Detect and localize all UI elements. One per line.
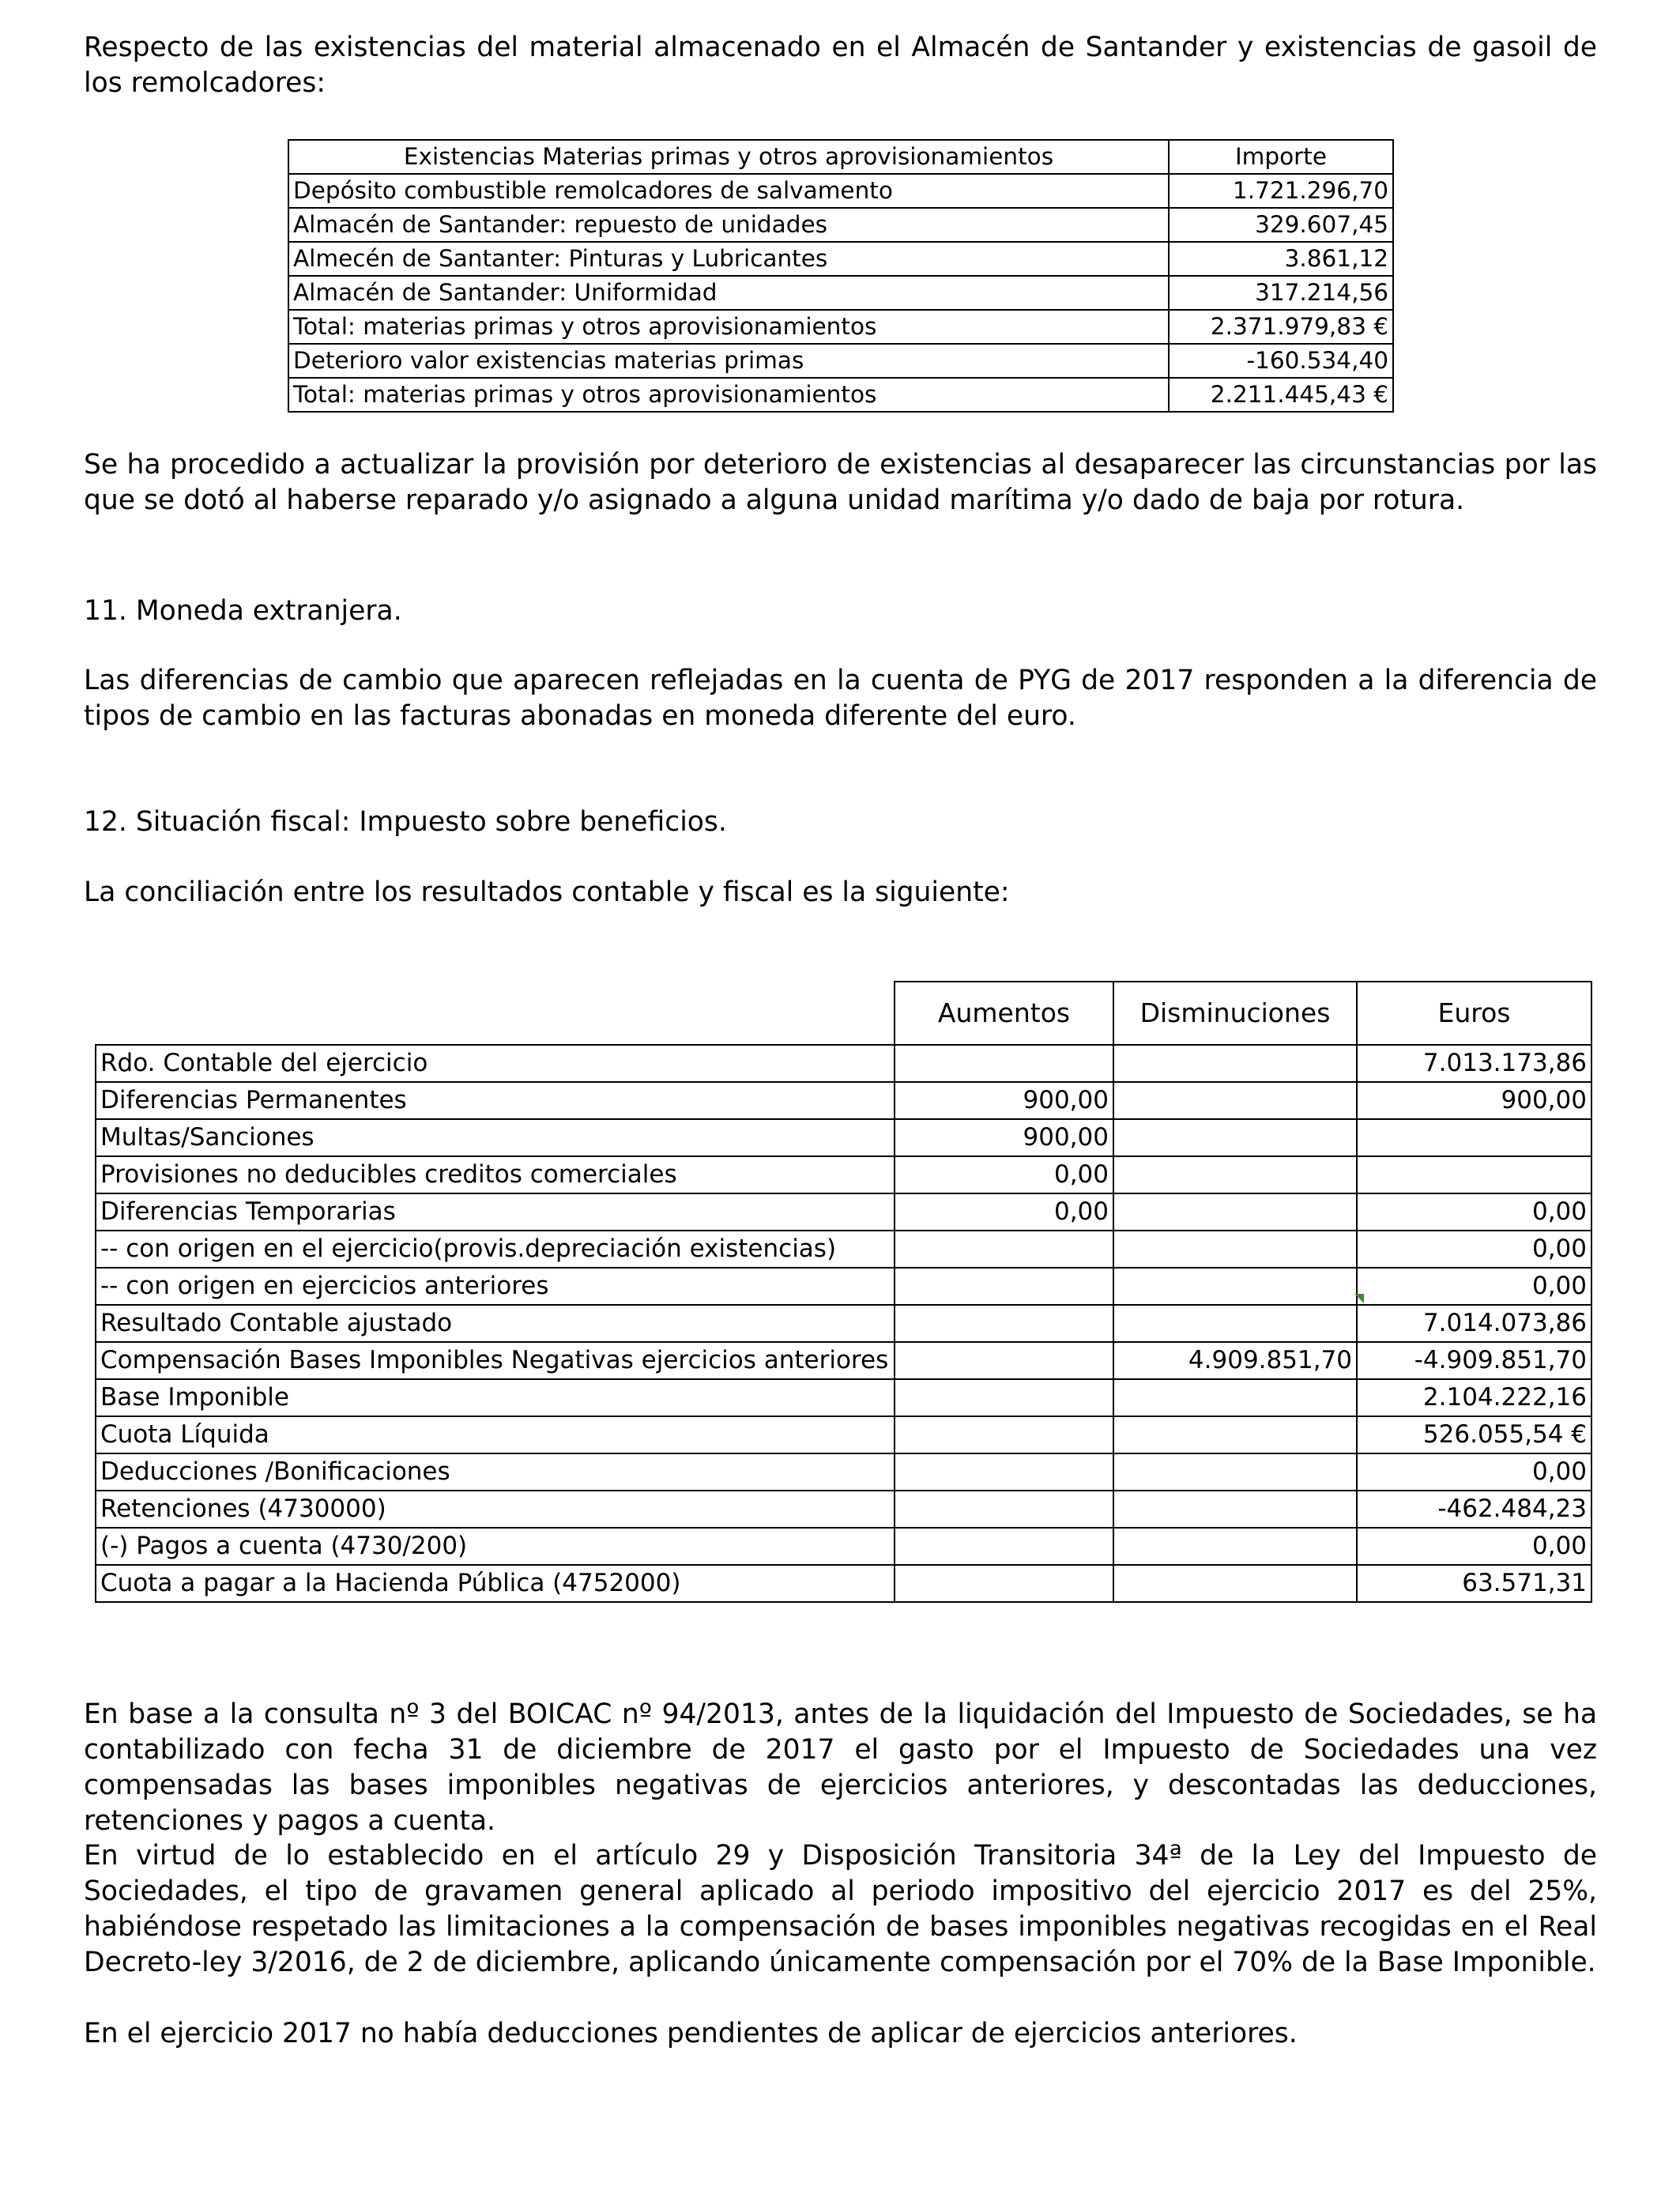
row-amount: 2.371.979,83 € — [1169, 310, 1393, 344]
row-disminuciones — [1113, 1453, 1357, 1491]
row-disminuciones: 4.909.851,70 — [1113, 1342, 1357, 1379]
header-existencias: Existencias Materias primas y otros aprovisionamientos — [288, 140, 1169, 174]
row-label: Diferencias Temporarias — [96, 1193, 895, 1231]
table-row — [96, 1119, 1591, 1156]
row-label: -- con origen en el ejercicio(provis.depreciación existencias) — [96, 1231, 895, 1268]
table-row — [96, 1305, 1591, 1342]
header-importe: Importe — [1169, 140, 1393, 174]
table-row — [96, 1231, 1591, 1268]
row-disminuciones — [1113, 1565, 1357, 1602]
row-euros: 0,00 — [1357, 1193, 1591, 1231]
intro-paragraph: Respecto de las existencias del material almacenado en el Almacén de Santander y existencias de gasoil de los remolcadores: — [84, 32, 1597, 99]
table-row — [288, 378, 1393, 412]
existencias-table — [288, 139, 1394, 413]
row-aumentos — [895, 1416, 1113, 1453]
row-aumentos: 0,00 — [895, 1193, 1113, 1231]
row-aumentos: 900,00 — [895, 1119, 1113, 1156]
conciliacion-table — [95, 981, 1592, 1603]
row-amount: 329.607,45 — [1169, 208, 1393, 242]
cell-comment-indicator-icon — [1354, 1294, 1364, 1303]
row-euros — [1357, 1119, 1591, 1156]
table-row — [288, 310, 1393, 344]
row-disminuciones — [1113, 1231, 1357, 1268]
section-12-title: 12. Situación fiscal: Impuesto sobre beneficios. — [84, 806, 727, 838]
row-aumentos — [895, 1528, 1113, 1565]
row-euros: 0,00 — [1357, 1268, 1591, 1305]
row-label: Total: materias primas y otros aprovisionamientos — [288, 378, 1169, 412]
row-amount: 317.214,56 — [1169, 276, 1393, 310]
section-12-intro: La conciliación entre los resultados contable y fiscal es la siguiente: — [84, 876, 1010, 908]
row-aumentos — [895, 1453, 1113, 1491]
row-label: Resultado Contable ajustado — [96, 1305, 895, 1342]
table-row — [96, 1379, 1591, 1416]
row-disminuciones — [1113, 1528, 1357, 1565]
table-row — [96, 1045, 1591, 1082]
row-euros: 0,00 — [1357, 1528, 1591, 1565]
row-euros: 7.014.073,86 — [1357, 1305, 1591, 1342]
table-row — [288, 208, 1393, 242]
row-euros: -4.909.851,70 — [1357, 1342, 1591, 1379]
row-disminuciones — [1113, 1193, 1357, 1231]
row-aumentos — [895, 1342, 1113, 1379]
row-label: (-) Pagos a cuenta (4730/200) — [96, 1528, 895, 1565]
row-label: Cuota Líquida — [96, 1416, 895, 1453]
row-euros: 0,00 — [1357, 1231, 1591, 1268]
deducciones-paragraph: En el ejercicio 2017 no había deducciones pendientes de aplicar de ejercicios anteriores. — [84, 2018, 1298, 2049]
row-label: Compensación Bases Imponibles Negativas ejercicios anteriores — [96, 1342, 895, 1379]
row-aumentos — [895, 1565, 1113, 1602]
boicac-paragraph: En base a la consulta nº 3 del BOICAC nº 94/2013, antes de la liquidación del Impuesto de Sociedades, se ha contabilizado con fecha 31 de diciembre de 2017 el gasto por el Impuesto de Sociedades una vez compensadas las bases imponibles negativas de ejercicios anteriores, y descontadas las deducciones, retenciones y pagos a cuenta. — [84, 1698, 1597, 1837]
articulo-paragraph: En virtud de lo establecido en el artículo 29 y Disposición Transitoria 34ª de la Ley del Impuesto de Sociedades, el tipo de gravamen general aplicado al periodo impositivo del ejercicio 2017 es del 25%, habiéndose respetado las limitaciones a la compensación de bases imponibles negativas recogidas en el Real Decreto-ley 3/2016, de 2 de diciembre, aplicando únicamente compensación por el 70% de la Base Imponible. — [84, 1840, 1597, 1978]
table-row — [96, 1491, 1591, 1528]
row-euros — [1357, 1156, 1591, 1193]
row-euros: 2.104.222,16 — [1357, 1379, 1591, 1416]
table-row — [96, 1453, 1591, 1491]
row-amount: 2.211.445,43 € — [1169, 378, 1393, 412]
row-disminuciones — [1113, 1416, 1357, 1453]
row-aumentos — [895, 1379, 1113, 1416]
table-row — [288, 344, 1393, 378]
row-label: Almacén de Santander: repuesto de unidades — [288, 208, 1169, 242]
provision-paragraph: Se ha procedido a actualizar la provisión por deterioro de existencias al desaparecer las circunstancias por las que se dotó al haberse reparado y/o asignado a alguna unidad marítima y/o dado de baja por rotura. — [84, 449, 1597, 516]
row-euros: 900,00 — [1357, 1082, 1591, 1119]
row-euros: 0,00 — [1357, 1453, 1591, 1491]
row-aumentos — [895, 1045, 1113, 1082]
row-aumentos: 0,00 — [895, 1156, 1113, 1193]
row-label: Depósito combustible remolcadores de salvamento — [288, 174, 1169, 208]
row-amount: -160.534,40 — [1169, 344, 1393, 378]
row-label: Diferencias Permanentes — [96, 1082, 895, 1119]
row-label: Almacén de Santander: Uniformidad — [288, 276, 1169, 310]
table-row — [96, 1156, 1591, 1193]
row-label: Rdo. Contable del ejercicio — [96, 1045, 895, 1082]
row-euros: 7.013.173,86 — [1357, 1045, 1591, 1082]
row-label: Cuota a pagar a la Hacienda Pública (4752000) — [96, 1565, 895, 1602]
table-row — [96, 1416, 1591, 1453]
row-aumentos — [895, 1305, 1113, 1342]
row-amount: 1.721.296,70 — [1169, 174, 1393, 208]
row-label: Deducciones /Bonificaciones — [96, 1453, 895, 1491]
row-aumentos — [895, 1491, 1113, 1528]
row-disminuciones — [1113, 1268, 1357, 1305]
table-header-row — [96, 982, 1591, 1045]
row-amount: 3.861,12 — [1169, 242, 1393, 276]
row-aumentos — [895, 1231, 1113, 1268]
table-row — [288, 174, 1393, 208]
header-aumentos: Aumentos — [895, 982, 1113, 1045]
row-label: Total: materias primas y otros aprovisionamientos — [288, 310, 1169, 344]
row-disminuciones — [1113, 1491, 1357, 1528]
row-label: Provisiones no deducibles creditos comerciales — [96, 1156, 895, 1193]
header-euros: Euros — [1357, 982, 1591, 1045]
table-header-row — [288, 140, 1393, 174]
table-row — [96, 1193, 1591, 1231]
row-disminuciones — [1113, 1119, 1357, 1156]
row-label: Almecén de Santanter: Pinturas y Lubricantes — [288, 242, 1169, 276]
row-disminuciones — [1113, 1082, 1357, 1119]
row-label: Base Imponible — [96, 1379, 895, 1416]
table-row — [96, 1565, 1591, 1602]
row-label: Multas/Sanciones — [96, 1119, 895, 1156]
section-11-title: 11. Moneda extranjera. — [84, 595, 402, 627]
row-aumentos — [895, 1268, 1113, 1305]
row-disminuciones — [1113, 1305, 1357, 1342]
row-label: Retenciones (4730000) — [96, 1491, 895, 1528]
table-row — [96, 1342, 1591, 1379]
table-row — [96, 1082, 1591, 1119]
row-disminuciones — [1113, 1379, 1357, 1416]
row-disminuciones — [1113, 1156, 1357, 1193]
table-row — [288, 276, 1393, 310]
row-label: -- con origen en ejercicios anteriores — [96, 1268, 895, 1305]
row-disminuciones — [1113, 1045, 1357, 1082]
row-euros: -462.484,23 — [1357, 1491, 1591, 1528]
header-blank — [96, 982, 895, 1045]
section-11-text: Las diferencias de cambio que aparecen reflejadas en la cuenta de PYG de 2017 responden a la diferencia de tipos de cambio en las facturas abonadas en moneda diferente del euro. — [84, 665, 1597, 732]
row-euros: 63.571,31 — [1357, 1565, 1591, 1602]
row-euros: 526.055,54 € — [1357, 1416, 1591, 1453]
table-row — [96, 1268, 1591, 1305]
header-disminuciones: Disminuciones — [1113, 982, 1357, 1045]
table-row — [288, 242, 1393, 276]
row-aumentos: 900,00 — [895, 1082, 1113, 1119]
row-label: Deterioro valor existencias materias primas — [288, 344, 1169, 378]
table-row — [96, 1528, 1591, 1565]
